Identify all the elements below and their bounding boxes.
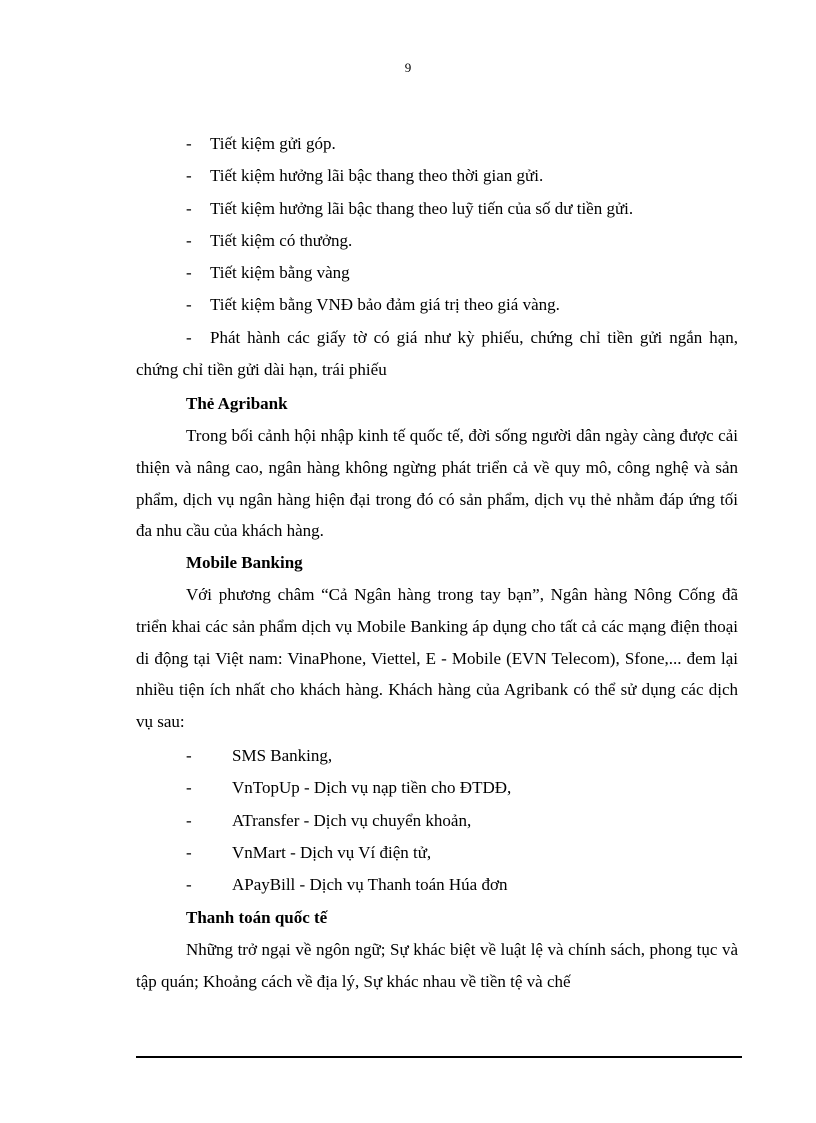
section-heading-intl: Thanh toán quốc tế <box>186 908 328 927</box>
list-item <box>186 805 471 837</box>
service-name: VnTopUp - Dịch vụ nạp tiền cho ĐTDĐ, <box>232 778 512 797</box>
service-name: SMS Banking, <box>232 746 333 765</box>
list-item <box>186 740 332 772</box>
service-name: VnMart - Dịch vụ Ví điện tử, <box>232 843 432 862</box>
bullet-dash: - <box>186 263 192 282</box>
list-item <box>186 289 560 321</box>
intl-paragraph: Những trở ngại về ngôn ngữ; Sự khác biệt về luật lệ và chính sách, phong tục và tập quán; Khoảng cách về địa lý, Sự khác nhau về tiền tệ và chế <box>136 940 738 991</box>
service-name: ATransfer - Dịch vụ chuyển khoản, <box>232 811 472 830</box>
list-item <box>186 772 511 804</box>
bullet-dash: - <box>186 843 192 862</box>
bullet-dash: - <box>186 875 192 894</box>
list-item <box>186 193 633 225</box>
issuance-text: Phát hành các giấy tờ có giá như kỳ phiếu, chứng chỉ tiền gửi ngắn hạn, chứng chỉ tiền gửi dài hạn, trái phiếu <box>136 328 738 379</box>
list-item <box>186 837 431 869</box>
bullet-dash: - <box>186 134 192 153</box>
list-item <box>186 128 336 160</box>
section-heading-mobile: Mobile Banking <box>186 553 303 572</box>
list-item <box>186 869 507 901</box>
list-item <box>186 225 352 257</box>
bullet-dash: - <box>186 166 192 185</box>
section-heading-card: Thẻ Agribank <box>186 394 288 413</box>
list-item <box>186 257 350 289</box>
list-item-text: Tiết kiệm bằng vàng <box>210 263 350 282</box>
bullet-dash: - <box>186 295 192 314</box>
issuance-item <box>136 322 738 386</box>
bullet-dash: - <box>186 231 192 250</box>
card-paragraph: Trong bối cảnh hội nhập kinh tế quốc tế, đời sống người dân ngày càng được cải thiện và nâng cao, ngân hàng không ngừng phát triển cả về quy mô, công nghệ và sản phẩm, dịch vụ ngân hàng hiện đại trong đó có sản phẩm, dịch vụ thẻ nhằm đáp ứng tối đa nhu cầu của khách hàng. <box>136 426 738 541</box>
bullet-dash: - <box>186 199 192 218</box>
bullet-dash: - <box>186 778 192 797</box>
list-item-text: Tiết kiệm gửi góp. <box>210 134 336 153</box>
list-item-text: Tiết kiệm có thưởng. <box>210 231 353 250</box>
bullet-dash: - <box>186 746 192 765</box>
bullet-dash: - <box>186 328 192 347</box>
bullet-dash: - <box>186 811 192 830</box>
footer-rule <box>136 1056 742 1058</box>
list-item-text: Tiết kiệm bằng VNĐ bảo đảm giá trị theo giá vàng. <box>210 295 560 314</box>
page-number: 9 <box>404 60 412 75</box>
service-name: APayBill - Dịch vụ Thanh toán Húa đơn <box>232 875 508 894</box>
list-item-text: Tiết kiệm hưởng lãi bậc thang theo thời gian gửi. <box>210 166 544 185</box>
list-item <box>186 160 543 192</box>
mobile-paragraph: Với phương châm “Cả Ngân hàng trong tay bạn”, Ngân hàng Nông Cống đã triển khai các sản phẩm dịch vụ Mobile Banking áp dụng cho tất cả các mạng điện thoại di động tại Việt nam: VinaPhone, Viettel, E - Mobile (EVN Telecom), Sfone,... đem lại nhiều tiện ích nhất cho khách hàng. Khách hàng của Agribank có thể sử dụng các dịch vụ sau: <box>136 585 738 732</box>
list-item-text: Tiết kiệm hưởng lãi bậc thang theo luỹ tiến của số dư tiền gửi. <box>210 199 634 218</box>
